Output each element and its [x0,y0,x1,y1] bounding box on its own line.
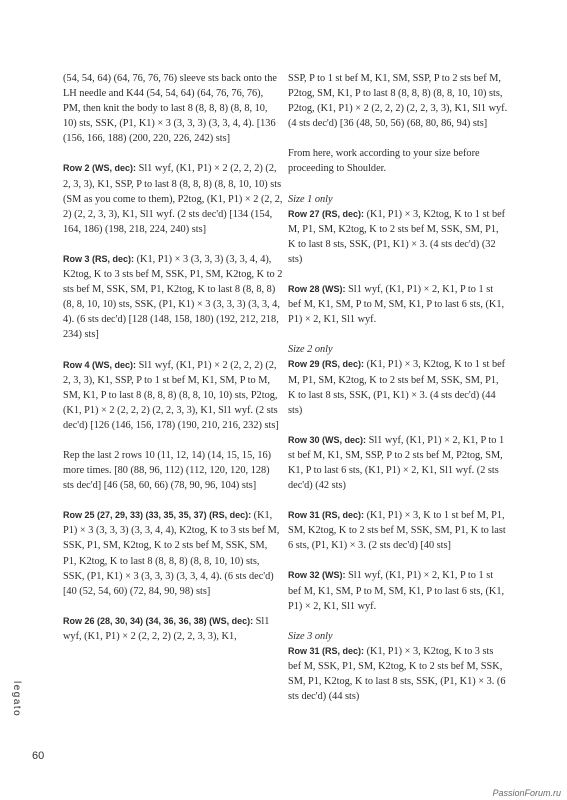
left-column [63,71,283,659]
instruction-text: Sl1 wyf, (K1, P1) × 2 (2, 2, 2) (2, 2, 3, 3), K1, SSP, P to last 8 (8, 8, 8) (8, 8, 10, 10) sts (SM as you come to them), P2tog, (K1, P1) × 2 (2, 2, 2) (2, 2, 3, 3), K1, Sl1 wyf. (2 sts dec'd) [134 (154, 164, 186) (198, 218, 224, 240) sts] [63,163,283,235]
instruction-paragraph [63,161,283,236]
instruction-text: (54, 54, 64) (64, 76, 76, 76) sleeve sts back onto the LH needle and K44 (54, 54, 64) (64, 76, 76, 76), PM, then knit the body to last 8 (8, 8, 8) (8, 8, 10, 10) sts, SSK, (P1, K1) × 3 (3, 3, 3) (3, 3, 4, 4). [136 (156, 166, 188) (200, 220, 226, 242) sts] [63,73,277,145]
instruction-paragraph [63,71,283,146]
size-heading: Size 3 only [288,630,333,642]
page-number: 60 [32,750,45,762]
row-label: Row 28 (WS): [288,284,346,295]
instruction-paragraph [288,644,508,704]
instruction-text: Sl1 wyf, (K1, P1) × 2, K1, P to 1 st bef M, K1, SM, P to M, SM, K1, P to last 6 sts, (K1, P1) × 2, K1, Sl1 wyf. [288,570,505,612]
instruction-text: (K1, P1) × 3, K2tog, K to 3 sts bef M, SSK, P1, SM, K2tog, K to 2 sts bef M, SSK, SM, P1, K2tog, K to last 8 sts, SSK, (P1, K1) × 3. (6 sts dec'd) (44 sts) [288,645,506,703]
row-label: Row 30 (WS, dec): [288,434,367,445]
instruction-paragraph [63,614,283,644]
row-label: Row 31 (RS, dec): [288,510,365,521]
instruction-paragraph [63,448,283,493]
instruction-text: Sl1 wyf, (K1, P1) × 2 (2, 2, 2) (2, 2, 3, 3), K1, [63,615,270,642]
row-label: Row 27 (RS, dec): [288,208,365,219]
instruction-text: (K1, P1) × 3 (3, 3, 3) (3, 3, 4, 4), K2tog, K to 3 sts bef M, SSK, P1, SM, K2tog, K to 2 sts bef M, SSK, SM, P1, K2tog, K to last 8 (8, 8, 8) (8, 8, 10, 10) sts, SSK, (P1, K1) × 3 (3, 3, 3) (3, 3, 4, 4). (6 sts dec'd) [40 (52, 54, 60) (72, 84, 90, 98) sts] [63,510,280,597]
row-label: Row 4 (WS, dec): [63,359,137,370]
instruction-text: Sl1 wyf, (K1, P1) × 2, K1, P to 1 st bef M, K1, SM, SSP, P to 2 sts bef M, P2tog, SM, K1, P to last 6 sts, (K1, P1) × 2, K1, Sl1 wyf. (2 sts dec'd) (42 sts) [288,434,505,492]
instruction-text: From here, work according to your size before proceeding to Shoulder. [288,148,480,175]
instruction-text: SSP, P to 1 st bef M, K1, SM, SSP, P to 2 sts bef M, P2tog, SM, K1, P to last 8 (8, 8, 8) (8, 8, 10, 10) sts, P2tog, (K1, P1) × 2 (2, 2, 2) (2, 2, 3, 3), K1, Sl1 wyf. (4 sts dec'd) [36 (48, 50, 56) (68, 80, 86, 94) sts] [288,73,508,130]
instruction-text: (K1, P1) × 3, K2tog, K to 1 st bef M, P1, SM, K2tog, K to 2 sts bef M, SSK, SM, P1, K to last 8 sts, SSK, (P1, K1) × 3. (4 sts dec'd) (32 sts) [288,208,506,265]
right-column [288,71,508,719]
instruction-paragraph [63,508,283,599]
sidebar-label: legato [11,681,22,718]
instruction-paragraph [288,433,508,493]
watermark: PassionForum.ru [492,788,561,798]
row-label: Row 3 (RS, dec): [63,253,135,264]
instruction-text: Sl1 wyf, (K1, P1) × 2, K1, P to 1 st bef M, K1, SM, P to M, SM, K1, P to last 6 sts, (K1, P1) × 2, K1, Sl1 wyf. [288,284,505,326]
instruction-text: (K1, P1) × 3, K2tog, K to 1 st bef M, P1, SM, K2tog, K to 2 sts bef M, SSK, SM, P1, K to last 8 sts, SSK, (P1, K1) × 3. (4 sts dec'd) (44 sts) [288,359,506,416]
row-label: Row 29 (RS, dec): [288,359,365,370]
instruction-paragraph [288,357,508,417]
row-label: Row 32 (WS): [288,570,346,581]
instruction-paragraph [288,71,508,131]
instruction-paragraph [288,282,508,327]
row-label: Row 2 (WS, dec): [63,163,137,174]
instruction-paragraph [288,568,508,613]
size-heading: Size 1 only [288,193,333,205]
instruction-text: Rep the last 2 rows 10 (11, 12, 14) (14, 15, 15, 16) more times. [80 (88, 96, 112) (112, 120, 120, 128) sts dec'd] [46 (58, 60, 66) (78, 90, 96, 104) sts] [63,449,272,492]
instruction-text: (K1, P1) × 3, K to 1 st bef M, P1, SM, K2tog, K to 2 sts bef M, SSK, SM, P1, K to last 6 sts, (P1, K1) × 3. (2 sts dec'd) [40 sts] [288,510,506,552]
instruction-paragraph [63,252,283,343]
instruction-paragraph [288,508,508,553]
instruction-paragraph [288,146,508,176]
row-label: Row 31 (RS, dec): [288,645,365,656]
instruction-paragraph [288,207,508,267]
row-label: Row 26 (28, 30, 34) (34, 36, 36, 38) (WS, dec): [63,615,254,626]
size-heading: Size 2 only [288,344,333,356]
instruction-text: (K1, P1) × 3 (3, 3, 3) (3, 3, 4, 4), K2tog, K to 3 sts bef M, SSK, P1, SM, K2tog, K to 2 sts bef M, SSK, SM, P1, K2tog, K to last 8 (8, 8, 8) (8, 8, 10, 10) sts, SSK, (P1, K1) × 3 (3, 3, 3) (3, 3, 4, 4). (6 sts dec'd) [128 (148, 158, 180) (192, 212, 218, 234) sts] [63,253,283,341]
instruction-paragraph [63,358,283,433]
row-label: Row 25 (27, 29, 33) (33, 35, 35, 37) (RS, dec): [63,510,252,521]
instruction-text: Sl1 wyf, (K1, P1) × 2 (2, 2, 2) (2, 2, 3, 3), K1, SSP, P to 1 st bef M, K1, SM, P to M, SM, K1, P to last 8 (8, 8, 8) (8, 8, 10, 10) sts, P2tog, (K1, P1) × 2 (2, 2, 2) (2, 2, 3, 3), K1, Sl1 wyf. (2 sts dec'd) [126 (146, 156, 178) (190, 210, 216, 232) sts] [63,359,279,431]
